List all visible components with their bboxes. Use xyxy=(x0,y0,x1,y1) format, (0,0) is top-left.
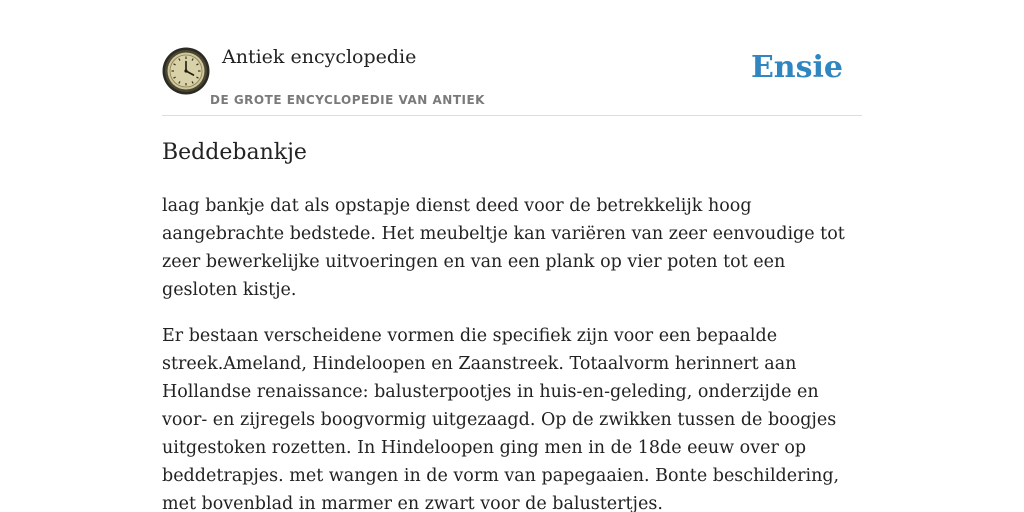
article-body xyxy=(162,192,862,512)
article-paragraph: Er bestaan verscheidene vormen die specifiek zijn voor een bepaalde streek.Ameland, Hindeloopen en Zaanstreek. Totaalvorm herinnert aan Hollandse renaissance: balusterpootjes in huis-en-geleding, onderzijde en voor- en zijregels boogvormig uitgezaagd. Op de zwikken tussen de boogjes uitgestoken rozetten. In Hindeloopen ging men in de 18de eeuw over op beddetrapjes. met wangen in de vorm van papegaaien. Bonte beschildering, met bovenblad in marmer en zwart voor de balustertjes. xyxy=(162,326,840,512)
site-header xyxy=(162,40,862,116)
article-paragraph: laag bankje dat als opstapje dienst deed voor de betrekkelijk hoog aangebrachte bedstede. Het meubeltje kan variëren van zeer eenvoudige tot zeer bewerkelijke uitvoeringen en van een plank op vier poten tot een gesloten kistje. xyxy=(162,196,845,300)
clock-icon[interactable] xyxy=(162,47,210,95)
header-divider xyxy=(162,115,862,116)
ensie-logo-link[interactable]: Ensie xyxy=(750,50,843,85)
site-subtitle: DE GROTE ENCYCLOPEDIE VAN ANTIEK xyxy=(210,93,485,107)
article-title: Beddebankje xyxy=(162,140,307,165)
site-title[interactable]: Antiek encyclopedie xyxy=(222,46,417,68)
